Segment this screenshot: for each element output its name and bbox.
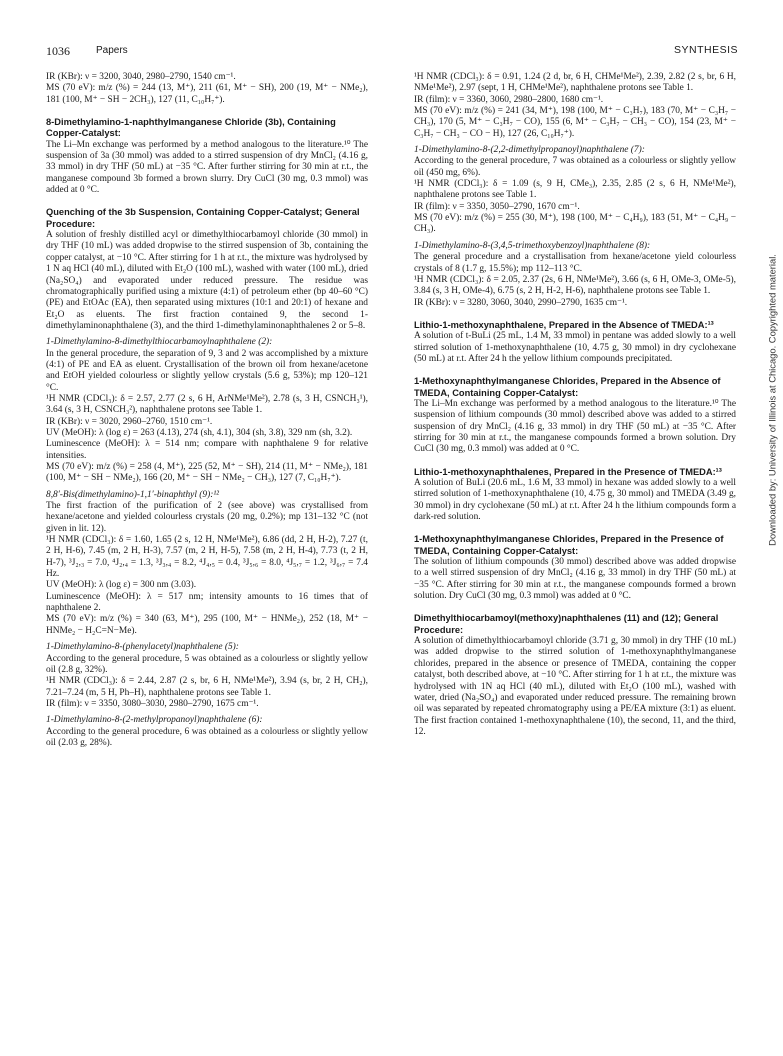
paragraph: Luminescence (MeOH): λ = 514 nm; compare with naphthalene 9 for relative intensities.	[46, 439, 368, 461]
paragraph: A solution of BuLi (20.6 mL, 1.6 M, 33 mmol) in hexane was added slowly to a well stirred solution of 1-methoxynaphthalene (10, 4.75 g, 30 mmol) and TMEDA (3.49 g, 30 mmol) in dry cyclohexane (50 mL) at r.t. After 24 h the lithium compounds form a dark-red solution.	[414, 478, 736, 523]
paragraph: According to the general procedure, 7 was obtained as a colourless or slightly yellow oil (450 mg, 6%).	[414, 156, 736, 178]
paragraph: The Li–Mn exchange was performed by a method analogous to the literature.¹⁰ The suspension of 3a (30 mmol) was added to a stirred suspension of dry MnCl₂ (4.16 g, 33 mmol) in dry THF (50 mL) at −35 °C. After further stirring for 30 min at r.t., the manganese compound 3b formed a brown slurry. Dry CuCl (30 mg, 0.3 mmol) was added at 0 °C.	[46, 139, 368, 196]
paragraph: A solution of t-BuLi (25 mL, 1.4 M, 33 mmol) in pentane was added slowly to a well stirred solution of 1-methoxynaphthalene (10, 4.75 g, 30 mmol) in dry cyclohexane (50 mL) at r.t. After 24 h the yellow lithium compounds precipitated.	[414, 331, 736, 364]
paragraph: IR (film): ν = 3350, 3080–3030, 2980–2790, 1675 cm⁻¹.	[46, 698, 259, 709]
section-heading: Dimethylthiocarbamoyl(methoxy)naphthalenes (11) and (12); General Procedure:	[414, 613, 719, 635]
paragraph: IR (film): ν = 3360, 3060, 2980–2800, 1680 cm⁻¹.	[414, 94, 604, 105]
journal-name: SYNTHESIS	[673, 44, 738, 56]
paragraph: ¹H NMR (CDCl₃): δ = 2.05, 2.37 (2s, 6 H, NMe¹Me²), 3.66 (s, 6 H, OMe-3, OMe-5), 3.84 (s, 3 H, OMe-4), 6.75 (s, 2 H, H-2, H-6), naphthalene protons see Table 1.	[414, 274, 736, 297]
section-heading: 8-Dimethylamino-1-naphthylmanganese Chloride (3b), Containing Copper-Catalyst:	[46, 117, 336, 139]
paragraph: The general procedure and a crystallisation from hexane/acetone yield colourless crystals of 8 (1.7 g, 15.5%); mp 112–113 °C.	[414, 252, 736, 274]
paragraph: IR (KBr): ν = 3200, 3040, 2980–2790, 1540 cm⁻¹.	[46, 72, 236, 82]
compound-heading: 1-Dimethylamino-8-dimethylthiocarbamoylnaphthalene (2):	[46, 337, 273, 348]
paragraph: UV (MeOH): λ (log ε) = 300 nm (3.03).	[46, 580, 197, 591]
paragraph: In the general procedure, the separation of 9, 3 and 2 was accomplished by a mixture (4:1) of PE and EA as eluent. Crystallisation of the brown oil from hexane/acetone and EtOH yielded colourless or slightly yellow crystals (5.6 g, 53%); mp 120–121 °C.	[46, 348, 368, 393]
paragraph: A solution of freshly distilled acyl or dimethylthiocarbamoyl chloride (30 mmol) in dry THF (10 mL) was added dropwise to the stirred suspension of 3b, containing the copper catalyst, at −10 °C. After stirring for 1 h at r.t., the mixture was hydrolysed by 1 N aq HCl (40 mL), diluted with Et₂O (100 mL), washed with water (100 mL), dried (Na₂SO₄) and evaporated under reduced pressure. The residue was chromatographically purified using a mixture (4:1) of petroleum ether (bp 40–60 °C) (PE) and EtOAc (EA), then separated using mixtures (10:1 and 20:1) of hexane and Et₂O as eluents. The first fraction contained 9, the second 1-dimethylaminonaphthalene (3), and the third 1-dimethylaminonaphthalenes 2 or 5–8.	[46, 230, 368, 331]
paragraph: MS (70 eV): m/z (%) = 340 (63, M⁺), 295 (100, M⁺ − HNMe₂), 252 (18, M⁺ − HNMe₂ − H₂C=N−Me).	[46, 614, 368, 636]
paragraph: According to the general procedure, 6 was obtained as a colourless or slightly yellow oil (2.03 g, 28%).	[46, 726, 368, 748]
paragraph: MS (70 eV): m/z (%) = 241 (34, M⁺), 198 (100, M⁺ − C₃H₇), 183 (70, M⁺ − C₃H₇ − CH₃), 170 (5, M⁺ − C₃H₇ − CO), 155 (6, M⁺ − C₃H₇ − CH₃ − CO), 154 (23, M⁺ − C₃H₇ − CH₃ − CO − H), 127 (26, C₁₀H₇⁺).	[414, 106, 736, 139]
paragraph: IR (film): ν = 3350, 3050–2790, 1670 cm⁻¹.	[414, 201, 580, 212]
paragraph: ¹H NMR (CDCl₃): δ = 1.09 (s, 9 H, CMe₃), 2.35, 2.85 (2 s, 6 H, NMe¹Me²), naphthalene protons see Table 1.	[414, 179, 736, 201]
compound-heading: 8,8′-Bis(dimethylamino)-1,1′-binaphthyl (9):¹²	[46, 489, 219, 500]
paragraph: UV (MeOH): λ (log ε) = 263 (4.13), 274 (sh, 4.1), 304 (sh, 3.8), 329 nm (sh, 3.2).	[46, 427, 353, 438]
paragraph: A solution of dimethylthiocarbamoyl chloride (3.71 g, 30 mmol) in dry THF (10 mL) was added dropwise to the stirred solution of 1-methoxynaphthylmanganese chlorides, prepared in the absence or presence of TMEDA, containing the copper catalyst, both described above, at −10 °C. After stirring for 1 h at r.t., the mixture was hydrolysed with 1N aq HCl (40 mL), diluted with Et₂O (100 mL), washed with water, dried (Na₂SO₄) and evaporated under reduced pressure. The remaining brown oil was separated by repeated chromatography using a PE/EA mixture (3:1) as eluent. The first fraction contained 1-methoxynaphthalene (10), the second, 11, and the third, 12.	[414, 636, 736, 737]
paragraph: According to the general procedure, 5 was obtained as a colourless or slightly yellow oil (2.8 g, 32%).	[46, 653, 368, 675]
compound-heading: 1-Dimethylamino-8-(3,4,5-trimethoxybenzoyl)naphthalene (8):	[414, 240, 651, 251]
paragraph: MS (70 eV): m/z (%) = 244 (13, M⁺), 211 (61, M⁺ − SH), 200 (19, M⁺ − NMe₂), 181 (100, M⁺ − SH − 2CH₃), 127 (11, C₁₀H₇⁺).	[46, 83, 368, 105]
paragraph: The solution of lithium compounds (30 mmol) described above was added dropwise to a well stirred suspension of dry MnCl₂ (4.16 g, 33 mmol) in dry THF (50 mL) at −35 °C. After stirring for 30 min at r.t., the manganese compounds formed a brown solution. Dry CuCl (30 mg, 0.3 mmol) was added at 0 °C.	[414, 557, 736, 602]
section-heading: 1-Methoxynaphthylmanganese Chlorides, Prepared in the Presence of TMEDA, Containing Copper-Catalyst:	[414, 534, 724, 556]
paragraph: MS (70 eV): m/z (%) = 258 (4, M⁺), 225 (52, M⁺ − SH), 214 (11, M⁺ − NMe₂), 181 (100, M⁺ − SH − NMe₂), 166 (20, M⁺ − SH − NMe₂ − CH₃), 127 (7, C₁₀H₇⁺).	[46, 462, 368, 484]
watermark-text: Downloaded by: University of Illinois at Chicago. Copyrighted material.	[766, 254, 778, 546]
download-watermark	[764, 120, 780, 680]
page-number: 1036	[46, 44, 70, 58]
section-heading: Quenching of the 3b Suspension, Containing Copper-Catalyst; General Procedure:	[46, 207, 360, 229]
paragraph: Luminescence (MeOH): λ = 517 nm; intensity amounts to 16 times that of naphthalene 2.	[46, 591, 368, 614]
paragraph: ¹H NMR (CDCl₃): δ = 0.91, 1.24 (2 d, br, 6 H, CHMe¹Me²), 2.39, 2.82 (2 s, br, 6 H, NMe¹Me²), 2.97 (sept, 1 H, CHMe¹Me²), naphthalene protons see Table 1.	[414, 72, 736, 94]
paragraph: ¹H NMR (CDCl₃): δ = 1.60, 1.65 (2 s, 12 H, NMe¹Me²), 6.86 (dd, 2 H, H-2), 7.27 (t, 2 H, H-6), 7.45 (m, 2 H, H-3), 7.57 (m, 2 H, H-5), 7.58 (m, 2 H, H-4), 7.73 (t, 2 H, H-7), ³J₂,₃ = 7.0, ⁴J₂,₄ = 1.3, ³J₃,₄ = 8.2, ⁴J₄,₅ = 0.4, ³J₅,₆ = 8.0, ⁴J₅,₇ = 1.2, ³J₆,₇ = 7.4 Hz.	[46, 535, 368, 580]
paragraph: ¹H NMR (CDCl₃): δ = 2.44, 2.87 (2 s, br, 6 H, NMe¹Me²), 3.94 (s, br, 2 H, CH₂), 7.21–7.24 (m, 5 H, Ph–H), naphthalene protons see Table 1.	[46, 676, 368, 698]
paragraph: ¹H NMR (CDCl₃): δ = 2.57, 2.77 (2 s, 6 H, ArNMe¹Me²), 2.78 (s, 3 H, CSNCH₃¹), 3.64 (s, 3 H, CSNCH₃²), naphthalene protons see Table 1.	[46, 393, 368, 416]
paragraph: The first fraction of the purification of 2 (see above) was crystallised from hexane/acetone and yielded colourless crystals (20 mg, 0.2%); mp 131–132 °C (not given in lit. 12).	[46, 501, 368, 534]
compound-heading: 1-Dimethylamino-8-(2-methylpropanoyl)naphthalene (6):	[46, 715, 263, 726]
paragraph: The Li–Mn exchange was performed by a method analogous to the literature.¹⁰ The suspension of lithium compounds (30 mmol) described above was added to a stirred suspension of dry MnCl₂ (4.16 g, 33 mmol) in dry THF (50 mL) at −35 °C. After stirring for 30 min at r.t., the manganese compounds formed a brown solution. Dry CuCl (30 mg, 0.3 mmol) was added at 0 °C.	[414, 398, 736, 455]
section-heading: Lithio-1-methoxynaphthalene, Prepared in the Absence of TMEDA:¹³	[414, 319, 714, 330]
paragraph: IR (KBr): ν = 3280, 3060, 3040, 2990–2790, 1635 cm⁻¹.	[414, 297, 628, 308]
page-header	[46, 44, 738, 60]
left-column	[46, 72, 368, 749]
paragraph: IR (KBr): ν = 3020, 2960–2760, 1510 cm⁻¹.	[46, 416, 213, 427]
right-column	[414, 72, 736, 738]
section-heading: 1-Methoxynaphthylmanganese Chlorides, Prepared in the Absence of TMEDA, Containing Copper-Catalyst:	[414, 376, 721, 398]
section-heading: Lithio-1-methoxynaphthalenes, Prepared in the Presence of TMEDA:¹³	[414, 466, 722, 477]
paragraph: MS (70 eV): m/z (%) = 255 (30, M⁺), 198 (100, M⁺ − C₄H₉), 183 (51, M⁺ − C₄H₉ − CH₃).	[414, 213, 736, 235]
compound-heading: 1-Dimethylamino-8-(2,2-dimethylpropanoyl)naphthalene (7):	[414, 145, 645, 156]
compound-heading: 1-Dimethylamino-8-(phenylacetyl)naphthalene (5):	[46, 642, 239, 653]
section-label: Papers	[96, 45, 128, 56]
